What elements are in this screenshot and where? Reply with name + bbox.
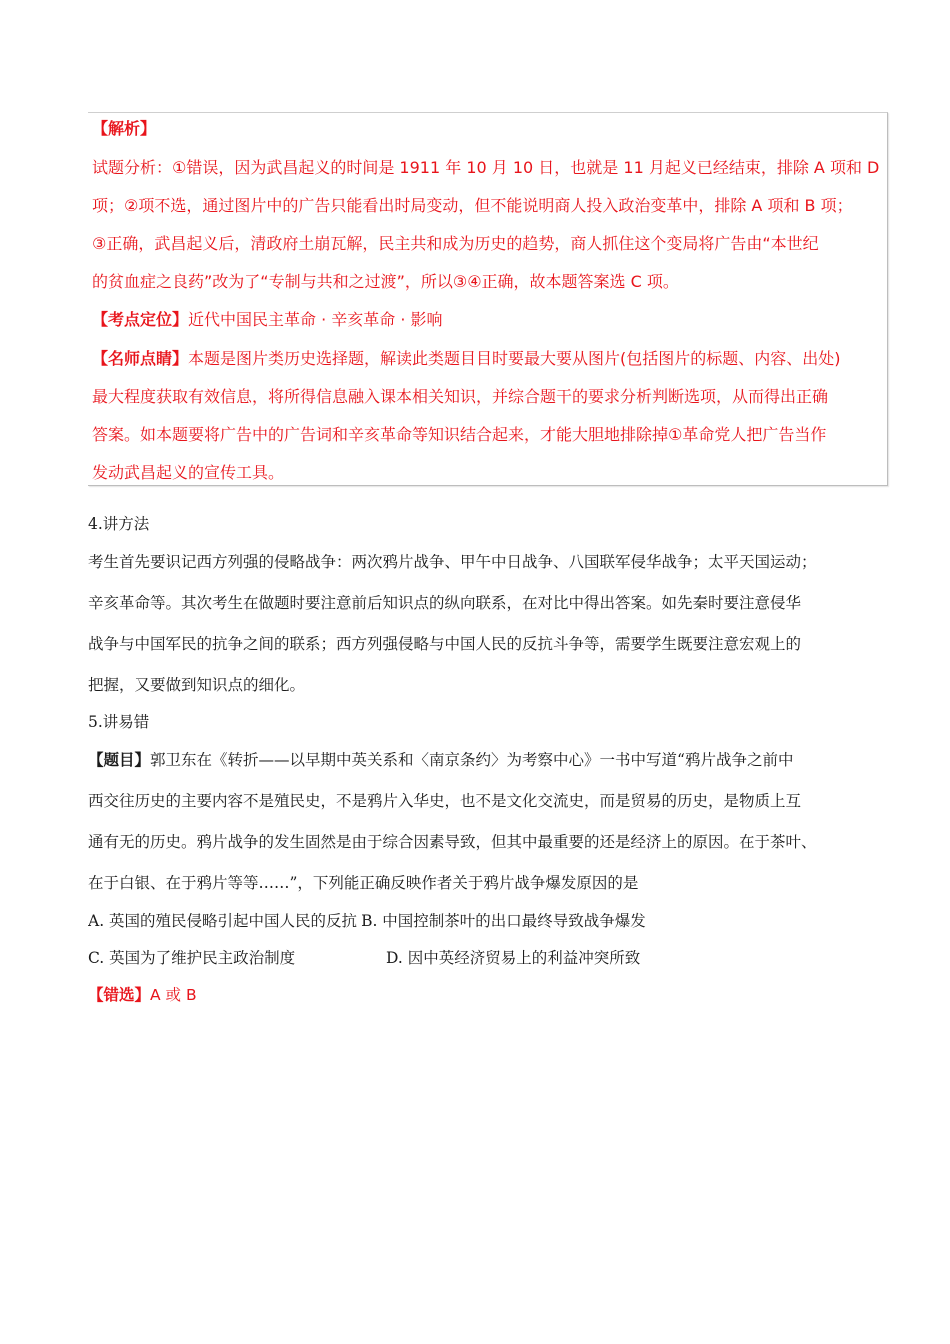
analysis-heading: 【解析】 bbox=[92, 119, 157, 138]
mingshi-tag: 【名师点睛】 bbox=[92, 349, 189, 368]
section4-line-2: 辛亥革命等。其次考生在做题时要注意前后知识点的纵向联系，在对比中得出答案。如先秦时要注意侵华 bbox=[88, 594, 802, 612]
wrong-tag: 【错选】 bbox=[88, 986, 151, 1004]
section4-title: 4.讲方法 bbox=[88, 515, 150, 533]
question-text-1: 郭卫东在《转折——以早期中英关系和〈南京条约〉为考察中心》一书中写道“鸦片战争之前中 bbox=[150, 751, 794, 769]
section5-title: 5.讲易错 bbox=[88, 713, 150, 731]
mingshi-line-3: 答案。如本题要将广告中的广告词和辛亥革命等知识结合起来，才能大胆地排除掉①革命党人把广告当作 bbox=[92, 425, 827, 444]
kaodian-line bbox=[92, 301, 882, 339]
analysis-line-2: 项；②项不选，通过图片中的广告只能看出时局变动，但不能说明商人投入政治变革中，排除 A 项和 B 项； bbox=[92, 196, 853, 215]
kaodian-tag: 【考点定位】 bbox=[92, 310, 189, 329]
option-c: C. 英国为了维护民主政治制度 bbox=[88, 949, 296, 967]
analysis-line-3: ③正确，武昌起义后，清政府土崩瓦解，民主共和成为历史的趋势，商人抓住这个变局将广告由“本世纪 bbox=[92, 234, 819, 253]
analysis-line-1: 试题分析：①错误，因为武昌起义的时间是 1911 年 10 月 10 日，也就是 11 月起义已经结束，排除 A 项和 D bbox=[92, 158, 880, 177]
option-a: A. 英国的殖民侵略引起中国人民的反抗 bbox=[88, 912, 358, 930]
question-line-2: 西交往历史的主要内容不是殖民史，不是鸦片入华史，也不是文化交流史，而是贸易的历史，是物质上互 bbox=[88, 792, 802, 810]
mingshi-text-1: 本题是图片类历史选择题，解读此类题目目时要最大要从图片(包括图片的标题、内容、出处) bbox=[188, 349, 841, 368]
mingshi-line-1 bbox=[92, 340, 882, 378]
option-d: D. 因中英经济贸易上的利益冲突所致 bbox=[386, 949, 641, 967]
options-row-2 bbox=[88, 939, 878, 977]
question-line-1 bbox=[88, 741, 878, 779]
wrong-answer: A 或 B bbox=[150, 986, 197, 1004]
question-line-3: 通有无的历史。鸦片战争的发生固然是由于综合因素导致，但其中最重要的还是经济上的原因。在于茶叶、 bbox=[88, 833, 817, 851]
analysis-line-4: 的贫血症之良药”改为了“专制与共和之过渡”，所以③④正确，故本题答案选 C 项。 bbox=[92, 272, 679, 291]
wrong-choice-line bbox=[88, 976, 878, 1014]
kaodian-text: 近代中国民主革命 · 辛亥革命 · 影响 bbox=[188, 310, 443, 329]
section4-line-4: 把握，又要做到知识点的细化。 bbox=[88, 676, 306, 694]
question-line-4: 在于白银、在于鸦片等等……”，下列能正确反映作者关于鸦片战争爆发原因的是 bbox=[88, 874, 639, 892]
option-b: B. 中国控制茶叶的出口最终导致战争爆发 bbox=[361, 912, 646, 930]
question-tag: 【题目】 bbox=[88, 751, 151, 769]
section4-line-1: 考生首先要识记西方列强的侵略战争：两次鸦片战争、甲午中日战争、八国联军侵华战争；太平天国运动； bbox=[88, 553, 817, 571]
mingshi-line-2: 最大程度获取有效信息，将所得信息融入课本相关知识，并综合题干的要求分析判断选项，从而得出正确 bbox=[92, 387, 829, 406]
options-row-1 bbox=[88, 902, 878, 940]
mingshi-line-4: 发动武昌起义的宣传工具。 bbox=[92, 463, 285, 482]
section4-line-3: 战争与中国军民的抗争之间的联系；西方列强侵略与中国人民的反抗斗争等，需要学生既要注意宏观上的 bbox=[88, 635, 802, 653]
